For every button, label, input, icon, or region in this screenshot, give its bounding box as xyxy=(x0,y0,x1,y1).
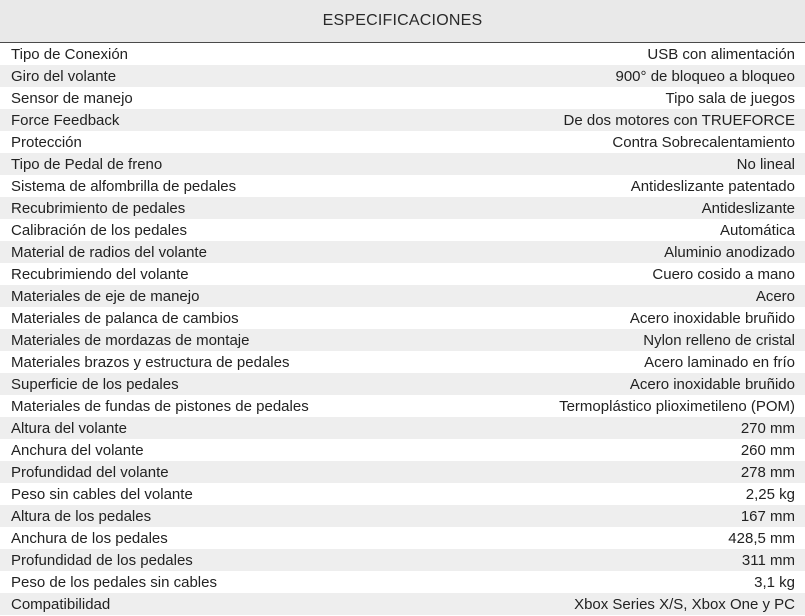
spec-label: Tipo de Pedal de freno xyxy=(11,155,163,173)
spec-value: Acero inoxidable bruñido xyxy=(629,309,795,327)
spec-label: Recubrimiento de pedales xyxy=(11,199,186,217)
spec-label: Protección xyxy=(11,133,82,151)
spec-value: 311 mm xyxy=(741,551,795,569)
spec-label: Peso de los pedales sin cables xyxy=(11,573,217,591)
spec-row xyxy=(0,65,805,87)
spec-label: Altura del volante xyxy=(11,419,127,437)
spec-row xyxy=(0,109,805,131)
spec-value: Tipo sala de juegos xyxy=(665,89,795,107)
spec-row xyxy=(0,197,805,219)
spec-row xyxy=(0,153,805,175)
spec-row xyxy=(0,87,805,109)
spec-value: Antideslizante xyxy=(701,199,795,217)
spec-row xyxy=(0,417,805,439)
specs-title: ESPECIFICACIONES xyxy=(322,12,483,29)
spec-label: Materiales de fundas de pistones de pedales xyxy=(11,397,309,415)
spec-label: Profundidad de los pedales xyxy=(11,551,193,569)
specs-table xyxy=(0,43,805,615)
spec-row xyxy=(0,241,805,263)
spec-row xyxy=(0,263,805,285)
spec-label: Sensor de manejo xyxy=(11,89,133,107)
spec-value: Acero xyxy=(755,287,795,305)
spec-label: Peso sin cables del volante xyxy=(11,485,193,503)
spec-row xyxy=(0,549,805,571)
spec-row xyxy=(0,329,805,351)
spec-row xyxy=(0,373,805,395)
spec-row xyxy=(0,527,805,549)
spec-value: Xbox Series X/S, Xbox One y PC xyxy=(574,595,795,613)
spec-row xyxy=(0,505,805,527)
spec-value: 260 mm xyxy=(740,441,795,459)
spec-value: Acero laminado en frío xyxy=(644,353,795,371)
spec-row xyxy=(0,131,805,153)
spec-label: Materiales brazos y estructura de pedales xyxy=(11,353,290,371)
spec-row xyxy=(0,395,805,417)
spec-value: 2,25 kg xyxy=(745,485,795,503)
spec-row xyxy=(0,43,805,65)
spec-label: Anchura del volante xyxy=(11,441,144,459)
spec-value: Automática xyxy=(719,221,795,239)
spec-value: Nylon relleno de cristal xyxy=(643,331,795,349)
spec-value: Antideslizante patentado xyxy=(630,177,795,195)
spec-row xyxy=(0,483,805,505)
spec-value: Termoplástico plioximetileno (POM) xyxy=(559,397,795,415)
spec-value: Contra Sobrecalentamiento xyxy=(612,133,795,151)
spec-row xyxy=(0,285,805,307)
spec-value: 3,1 kg xyxy=(754,573,795,591)
spec-value: 278 mm xyxy=(740,463,795,481)
spec-row xyxy=(0,571,805,593)
spec-label: Material de radios del volante xyxy=(11,243,207,261)
spec-label: Materiales de mordazas de montaje xyxy=(11,331,250,349)
spec-label: Anchura de los pedales xyxy=(11,529,168,547)
spec-row xyxy=(0,461,805,483)
spec-row xyxy=(0,439,805,461)
spec-label: Materiales de eje de manejo xyxy=(11,287,200,305)
spec-row xyxy=(0,307,805,329)
spec-value: 428,5 mm xyxy=(728,529,795,547)
spec-label: Recubrimiendo del volante xyxy=(11,265,189,283)
spec-row xyxy=(0,593,805,615)
spec-label: Giro del volante xyxy=(11,67,117,85)
spec-value: No lineal xyxy=(736,155,795,173)
spec-value: 270 mm xyxy=(740,419,795,437)
spec-value: USB con alimentación xyxy=(647,45,795,63)
spec-label: Materiales de palanca de cambios xyxy=(11,309,239,327)
spec-row xyxy=(0,175,805,197)
spec-label: Sistema de alfombrilla de pedales xyxy=(11,177,237,195)
spec-value: 167 mm xyxy=(740,507,795,525)
spec-label: Calibración de los pedales xyxy=(11,221,187,239)
spec-value: Aluminio anodizado xyxy=(664,243,795,261)
spec-label: Tipo de Conexión xyxy=(11,45,129,63)
spec-label: Compatibilidad xyxy=(11,595,111,613)
spec-label: Force Feedback xyxy=(11,111,120,129)
spec-label: Profundidad del volante xyxy=(11,463,169,481)
spec-value: De dos motores con TRUEFORCE xyxy=(563,111,795,129)
spec-label: Superficie de los pedales xyxy=(11,375,179,393)
specs-header xyxy=(0,0,805,43)
spec-row xyxy=(0,351,805,373)
spec-row xyxy=(0,219,805,241)
spec-label: Altura de los pedales xyxy=(11,507,152,525)
spec-value: Cuero cosido a mano xyxy=(652,265,795,283)
spec-value: 900° de bloqueo a bloqueo xyxy=(615,67,795,85)
spec-value: Acero inoxidable bruñido xyxy=(629,375,795,393)
